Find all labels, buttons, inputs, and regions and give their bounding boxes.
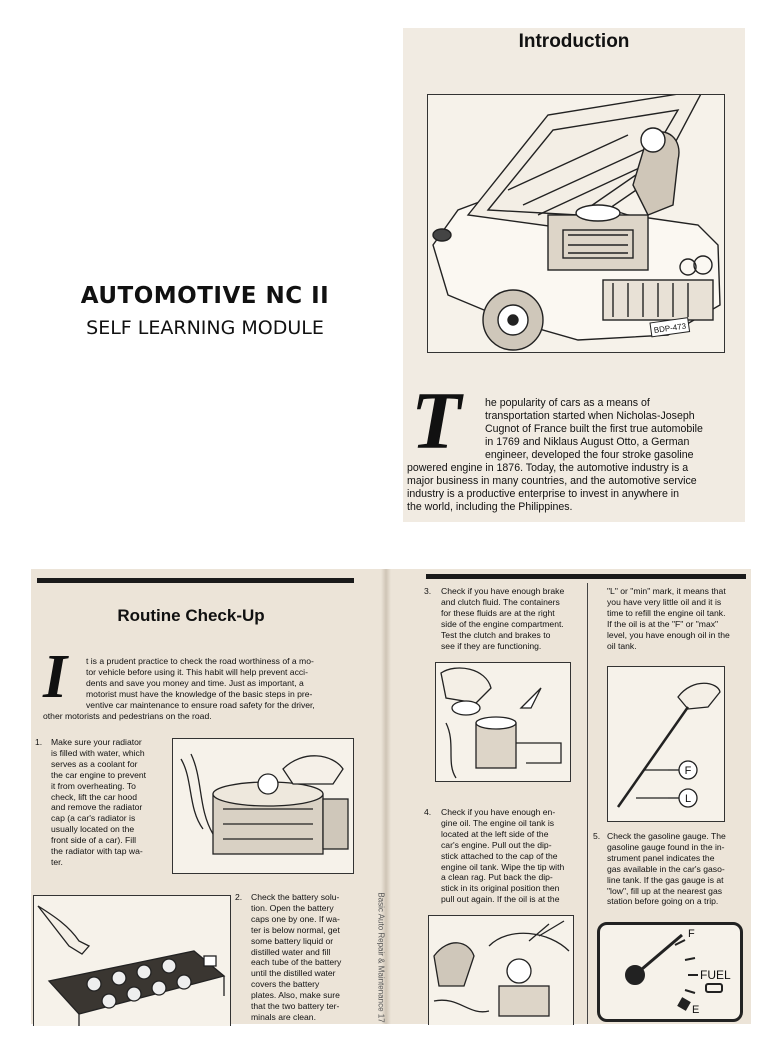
intro-paragraph: he popularity of cars as a means of transportation started when Nicholas-Joseph Cugnot of France built the first true automobile in 1769 and Niklaus August Otto, a German engineer, developed the four stroke gasoline — [485, 397, 703, 461]
engine-oil-illustration — [428, 915, 574, 1025]
introduction-page — [403, 28, 745, 522]
dipstick-illustration — [607, 666, 725, 822]
step-5-number: 5. — [593, 831, 601, 841]
battery-illustration — [33, 895, 231, 1026]
step-5-text: Check the gasoline gauge. The gasoline gauge found in the in- strument panel indicates the gas available in the car's gaso- line tank. If the gas gauge is at "low", fill up at the nearest gas station before going on a trip. — [607, 831, 726, 907]
routine-intro-last-line: other motorists and pedestrians on the road. — [43, 711, 212, 721]
step-4-text: Check if you have enough en- gine oil. The engine oil tank is located at the left side of the car's engine. Pull out the dip- stick attached to the cap of the engine oil tank. Wipe the tip with a clean rag. Put back the dip- stick in its original position then pull out again. If the oil is at the — [441, 807, 565, 905]
routine-heading: Routine Check-Up — [117, 606, 265, 625]
cover-title: AUTOMOTIVE NC II — [80, 283, 330, 309]
license-plate: BDP-473 — [653, 321, 687, 335]
step-4-number: 4. — [424, 807, 432, 817]
step-2-text: Check the battery solu- tion. Open the battery caps one by one. If wa- ter is below normal, get some battery liquid or distilled water and fill each tube of the battery until the distilled water covers the battery plates. Also, make sure that the two battery ter- minals are clean. — [251, 892, 342, 1022]
routine-drop-cap: I — [43, 643, 68, 711]
routine-intro-paragraph: t is a prudent practice to check the road worthiness of a mo- tor vehicle before using it. This habit will help prevent acci- dents and save you money and time. Just as important, a motorist must have the knowledge of the basic steps in pre- ventive car maintenance to ensure road safety for the driver, — [86, 656, 315, 710]
car-engine-illustration — [427, 94, 725, 353]
step-1-text: Make sure your radiator is filled with water, which serves as a coolant for the car engine to prevent it from overheating. To check, lift the car hood and remove the radiator cap (a car's radiator is usually located on the front side of a car). Fill the radiator with tap wa- ter. — [51, 737, 147, 867]
step-3-number: 3. — [424, 586, 432, 596]
intro-paragraph-continued: powered engine in 1876. Today, the automotive industry is a major business in many countries, and the automotive service industry is a productive enterprise to invest in anywhere in the world, including the Philippines. — [407, 462, 697, 513]
left-page-rule — [37, 578, 354, 583]
step-2-number: 2. — [235, 892, 243, 902]
fuel-gauge-illustration — [597, 922, 743, 1022]
step-1-number: 1. — [35, 737, 43, 747]
intro-drop-cap: T — [411, 375, 462, 466]
brake-fluid-illustration — [435, 662, 571, 782]
gauge-fuel-label: FUEL — [700, 968, 731, 982]
column-divider — [587, 583, 588, 1024]
introduction-heading: Introduction — [518, 31, 630, 52]
oil-level-text: "L" or "min" mark, it means that you have very little oil and it is time to refill the engine oil tank. If the oil is at the "F" or "max" level, you have enough oil in the oil tank. — [607, 586, 730, 651]
open-book-spread — [31, 569, 751, 1024]
gauge-empty-mark: E — [692, 1004, 700, 1016]
radiator-illustration — [172, 738, 354, 874]
right-page-rule — [426, 574, 746, 579]
gauge-full-mark: F — [688, 928, 695, 940]
dipstick-low-mark: L — [684, 793, 692, 805]
step-3-text: Check if you have enough brake and clutch fluid. The containers for these fluids are at the right side of the engine compartment. Test the clutch and brakes to see if they are functioning. — [441, 586, 565, 651]
dipstick-full-mark: F — [684, 765, 692, 777]
spine-running-text: Basic Auto Repair & Maintenance 17 — [376, 892, 386, 1023]
cover-subtitle: SELF LEARNING MODULE — [86, 317, 324, 339]
